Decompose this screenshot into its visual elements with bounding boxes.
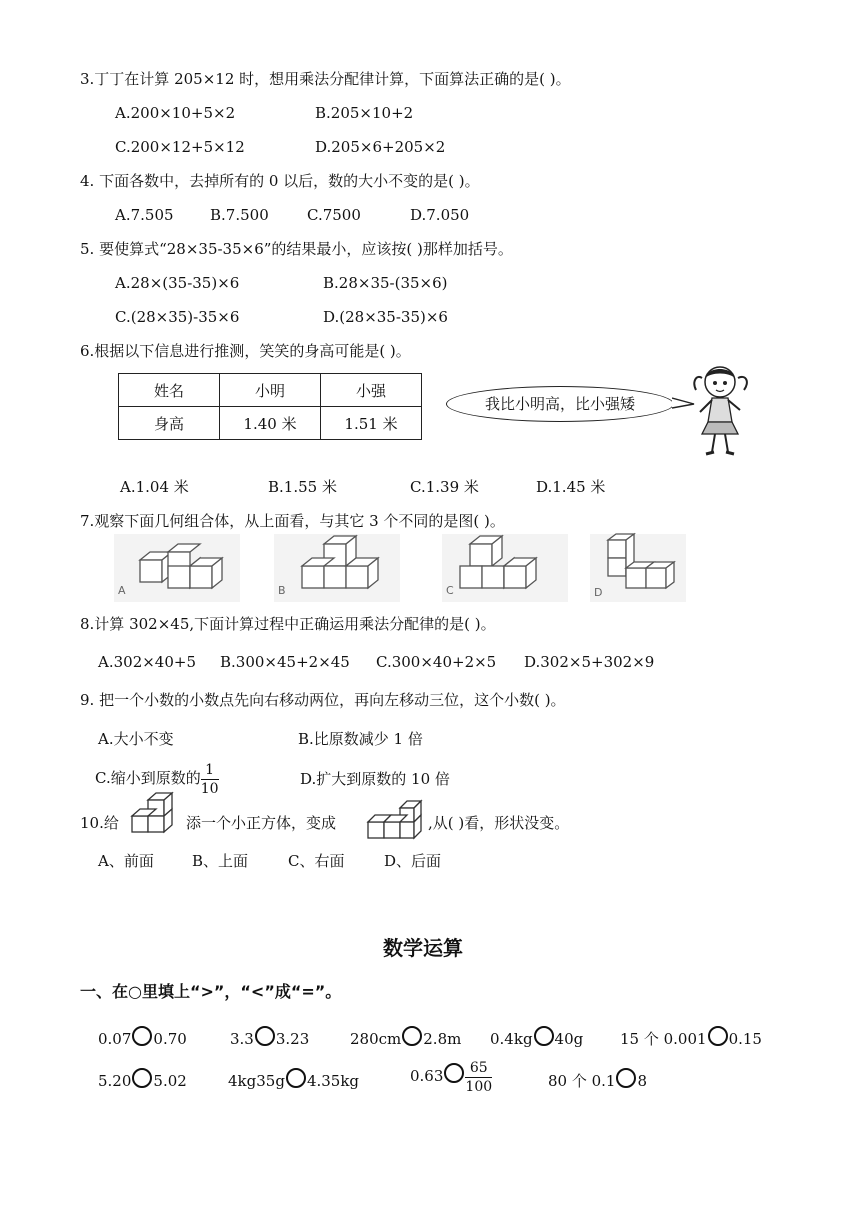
q3-stem: 3.丁丁在计算 205×12 时，想用乘法分配律计算，下面算法正确的是( )。: [80, 70, 571, 88]
table-header-cell: 小明: [220, 374, 321, 407]
compare-right: 8: [637, 1072, 648, 1090]
q8-option-a: A.302×40+5: [98, 653, 196, 671]
compare-right: 0.15: [728, 1030, 762, 1048]
part1-heading: 一、在○里填上“>”，“<”成“=”。: [80, 982, 342, 1001]
q10-part1: 10.给: [80, 814, 119, 832]
figure-label-d: D: [594, 586, 603, 599]
compare-item: [98, 1026, 187, 1049]
compare-left: 280cm: [350, 1030, 402, 1048]
compare-circle[interactable]: [708, 1026, 728, 1046]
shape-before-cubes-icon: [128, 790, 180, 836]
compare-right: 5.02: [153, 1072, 187, 1090]
table-row: [119, 407, 422, 440]
compare-right: 2.8m: [423, 1030, 462, 1048]
q5-option-b: B.28×35-(35×6): [323, 274, 448, 292]
table-row: [119, 374, 422, 407]
q7-stem: 7.观察下面几何组合体，从上面看，与其它 3 个不同的是图( )。: [80, 512, 505, 530]
q6-stem: 6.根据以下信息进行推测，笑笑的身高可能是( )。: [80, 342, 411, 360]
section-title: 数学运算: [383, 936, 463, 960]
shape-after-cubes-icon: [364, 798, 426, 842]
q5-option-c: C.(28×35)-35×6: [115, 308, 240, 326]
compare-item: [620, 1026, 762, 1049]
q10-option-a: A、前面: [98, 852, 154, 870]
fraction-numerator: 1: [201, 761, 219, 780]
compare-circle[interactable]: [616, 1068, 636, 1088]
q5-option-d: D.(28×35-35)×6: [323, 308, 448, 326]
q9-stem: 9. 把一个小数的小数点先向右移动两位，再向左移动三位，这个小数( )。: [80, 691, 566, 709]
q4-stem: 4. 下面各数中，去掉所有的 0 以后，数的大小不变的是( )。: [80, 172, 480, 190]
q6-option-b: B.1.55 米: [268, 478, 337, 496]
q9-option-a: A.大小不变: [98, 730, 174, 748]
q3-option-c: C.200×12+5×12: [115, 138, 245, 156]
q10-option-c: C、右面: [288, 852, 345, 870]
figure-c-cubes-icon: [440, 532, 570, 604]
q4-option-a: A.7.505: [115, 206, 174, 224]
compare-left: 4kg35g: [228, 1072, 285, 1090]
figure-label-a: A: [118, 584, 126, 597]
q10-option-b: B、上面: [192, 852, 249, 870]
compare-right: 3.23: [275, 1030, 310, 1048]
q4-option-c: C.7500: [307, 206, 361, 224]
q6-option-a: A.1.04 米: [120, 478, 189, 496]
compare-left: 15 个 0.001: [620, 1030, 707, 1048]
q3-option-b: B.205×10+2: [315, 104, 414, 122]
compare-item: [548, 1068, 647, 1091]
q5-option-a: A.28×(35-35)×6: [115, 274, 240, 292]
figure-b-cubes-icon: [272, 532, 402, 604]
compare-circle[interactable]: [132, 1026, 152, 1046]
q6-option-d: D.1.45 米: [536, 478, 606, 496]
compare-item: [490, 1026, 583, 1049]
compare-item: [98, 1068, 187, 1091]
table-header-cell: 姓名: [119, 374, 220, 407]
fraction-numerator: 65: [465, 1059, 492, 1078]
q8-option-c: C.300×40+2×5: [376, 653, 497, 671]
figure-label-b: B: [278, 584, 286, 597]
compare-circle[interactable]: [286, 1068, 306, 1088]
q6-option-c: C.1.39 米: [410, 478, 479, 496]
table-cell: 1.51 米: [321, 407, 422, 440]
compare-left: 5.20: [98, 1072, 132, 1090]
table-cell: 1.40 米: [220, 407, 321, 440]
compare-circle[interactable]: [402, 1026, 422, 1046]
q8-option-d: D.302×5+302×9: [524, 653, 655, 671]
compare-right: 4.35kg: [306, 1072, 360, 1090]
compare-item: [230, 1026, 309, 1049]
q4-option-d: D.7.050: [410, 206, 470, 224]
compare-circle[interactable]: [132, 1068, 152, 1088]
figure-d-cubes-icon: [588, 532, 688, 604]
q4-option-b: B.7.500: [210, 206, 269, 224]
q8-stem: 8.计算 302×45,下面计算过程中正确运用乘法分配律的是( )。: [80, 615, 496, 633]
q8-option-b: B.300×45+2×45: [220, 653, 350, 671]
compare-item: [350, 1026, 461, 1049]
fraction: [465, 1059, 492, 1096]
q9-option-d: D.扩大到原数的 10 倍: [300, 770, 450, 788]
q10-part2: 添一个小正方体，变成: [186, 814, 337, 832]
compare-circle[interactable]: [255, 1026, 275, 1046]
q10-option-d: D、后面: [384, 852, 442, 870]
table-cell: 身高: [119, 407, 220, 440]
fraction-denominator: 100: [465, 1078, 493, 1095]
q9-option-c-text: C.缩小到原数的: [95, 769, 201, 787]
q3-option-a: A.200×10+5×2: [115, 104, 236, 122]
compare-left: 80 个 0.1: [548, 1072, 616, 1090]
compare-left: 0.07: [98, 1030, 132, 1048]
compare-right: 40g: [554, 1030, 584, 1048]
figure-label-c: C: [446, 584, 454, 597]
q10-part3: ,从( )看，形状没变。: [428, 814, 570, 832]
girl-illustration-icon: [688, 360, 754, 460]
q3-option-d: D.205×6+205×2: [315, 138, 446, 156]
speech-bubble: 我比小明高，比小强矮: [446, 386, 674, 422]
figure-a-cubes-icon: [112, 532, 242, 604]
table-header-cell: 小强: [321, 374, 422, 407]
q5-stem: 5. 要使算式“28×35-35×6”的结果最小，应该按( )那样加括号。: [80, 240, 513, 258]
compare-circle[interactable]: [444, 1063, 464, 1083]
compare-left: 3.3: [230, 1030, 254, 1048]
compare-left: 0.4kg: [490, 1030, 533, 1048]
height-table: [118, 373, 422, 440]
compare-circle[interactable]: [534, 1026, 554, 1046]
compare-left: 0.63: [410, 1067, 444, 1085]
fraction-denominator: 10: [200, 780, 219, 797]
fraction: [201, 761, 219, 798]
compare-right: 0.70: [153, 1030, 187, 1048]
q9-option-b: B.比原数减少 1 倍: [298, 730, 423, 748]
compare-item: [410, 1056, 492, 1096]
compare-item: [228, 1068, 359, 1091]
